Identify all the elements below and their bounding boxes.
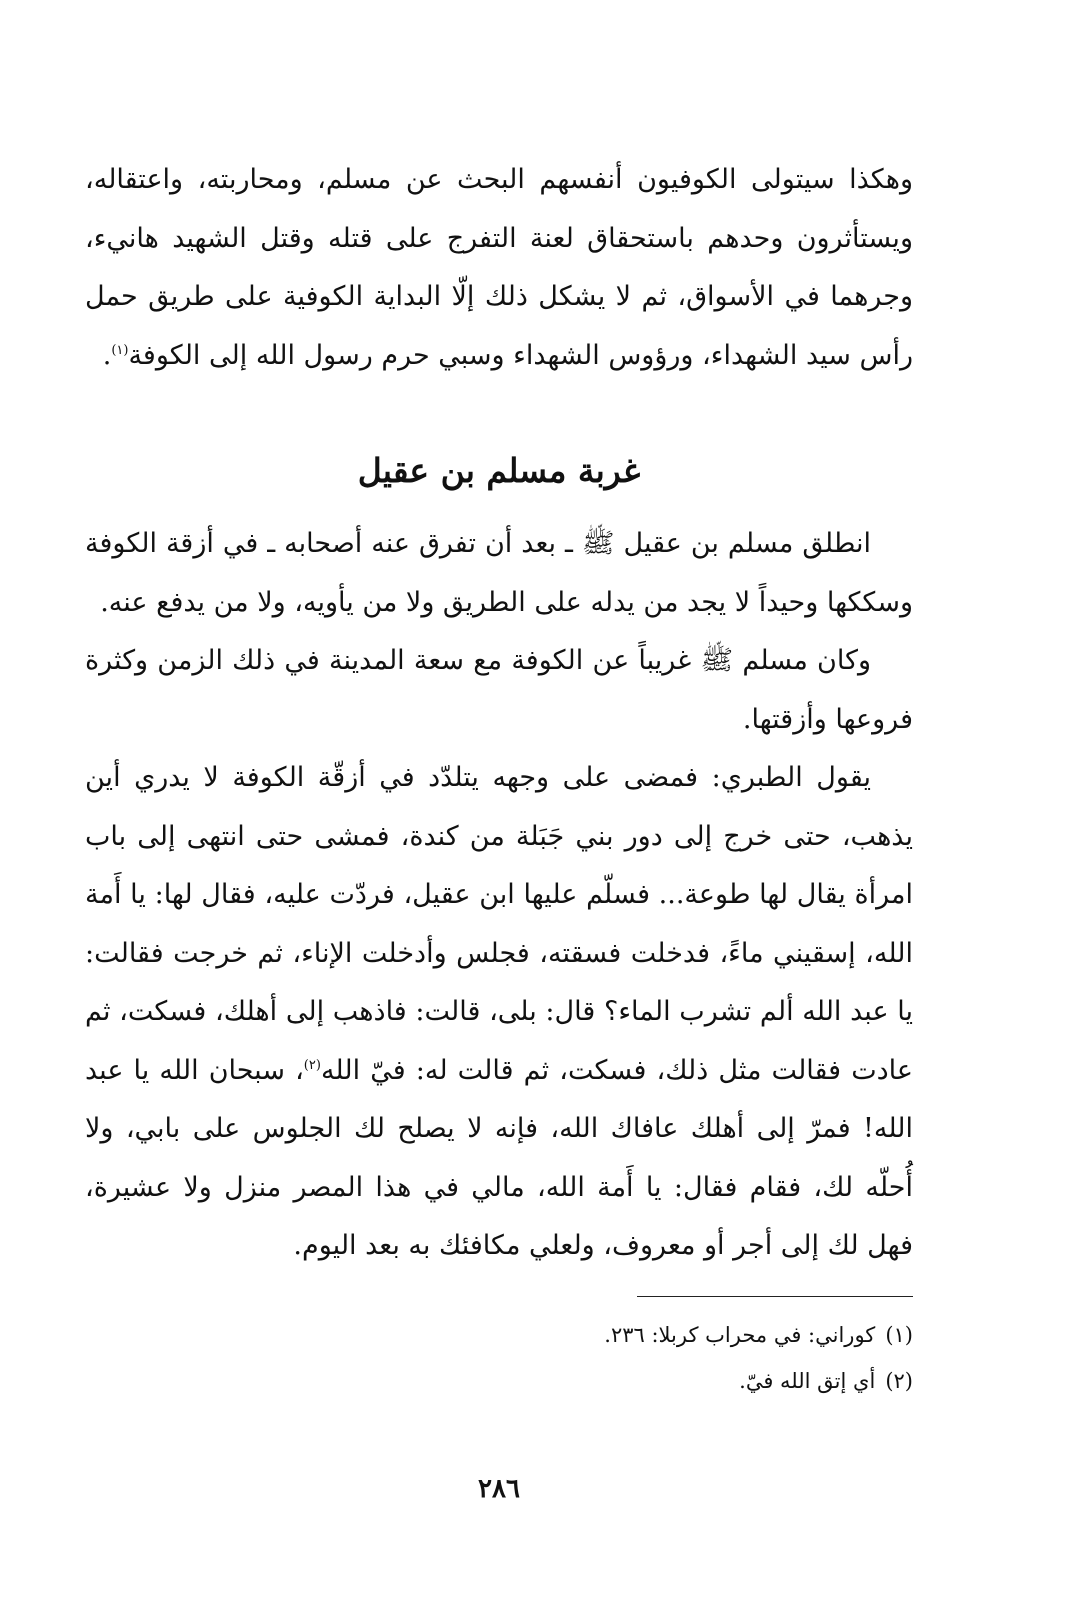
intro-paragraph (85, 151, 913, 385)
footnote-1 (85, 1312, 913, 1358)
section-body (85, 515, 913, 1276)
footnote-2 (85, 1358, 913, 1404)
tabari-text-after: ، سبحان الله يا عبد الله! فمرّ إلى أهلك عافاك الله، فإنه لا يصلح لك الجلوس على بابي، ولا أُحلّه لك، فقام فقال: يا أَمة الله، مالي في هذا المصر منزل ولا عشيرة، فهل لك إلى أجر أو معروف، ولعلي مكافئك به بعد اليوم. (85, 1054, 913, 1261)
section-title: غربة مسلم بن عقيل (357, 451, 641, 490)
footnote-text: أي إتق الله فيّ. (739, 1369, 876, 1393)
paragraph-departure: انطلق مسلم بن عقيل ﷺ ـ بعد أن تفرق عنه أصحابه ـ في أزقة الكوفة وسككها وحيداً لا يجد من يدله على الطريق ولا من يأويه، ولا من يدفع عنه. (85, 528, 913, 618)
footnote-number: (١) (885, 1323, 913, 1347)
footnote-text: كوراني: في محراب كربلا: ٢٣٦. (604, 1323, 876, 1347)
tabari-text-before: يقول الطبري: فمضى على وجهه يتلدّد في أزقّة الكوفة لا يدري أين يذهب، حتى خرج إلى دور بني جَبَلة من كندة، فمشى حتى انتهى إلى باب امرأة يقال لها طوعة... فسلّم عليها ابن عقيل، فردّت عليه، فقال لها: يا أَمة الله، إسقيني ماءً، فدخلت فسقته، فجلس وأدخلت الإناء، ثم خرجت فقالت: يا عبد الله ألم تشرب الماء؟ قال: بلى، قالت: فاذهب إلى أهلك، فسكت، ثم عادت فقالت مثل ذلك، فسكت، ثم قالت له: فيّ الله (85, 762, 913, 1086)
footnote-ref-2: (٢) (303, 1057, 321, 1073)
paragraph-stranger: وكان مسلم ﷺ غريباً عن الكوفة مع سعة المدينة في ذلك الزمن وكثرة فروعها وأزقتها. (85, 645, 913, 735)
paragraph-tabari (85, 749, 913, 1276)
intro-paragraph-end: . (102, 339, 112, 371)
footnote-number: (٢) (885, 1369, 913, 1393)
intro-paragraph-text: وهكذا سيتولى الكوفيون أنفسهم البحث عن مسلم، ومحاربته، واعتقاله، ويستأثرون وحدهم باستحقاق لعنة التفرج على قتله وقتل الشهيد هانيء، وجرهما في الأسواق، ثم لا يشكل ذلك إلّا البداية الكوفية على طريق حمل رأس سيد الشهداء، ورؤوس الشهداء وسبي حرم رسول الله إلى الكوفة (85, 164, 913, 371)
footnote-divider (637, 1296, 913, 1297)
footnotes (85, 1312, 913, 1404)
book-page (85, 0, 913, 1615)
footnote-ref-1: (١) (111, 342, 129, 358)
page-number: ٢٨٦ (478, 1474, 520, 1504)
